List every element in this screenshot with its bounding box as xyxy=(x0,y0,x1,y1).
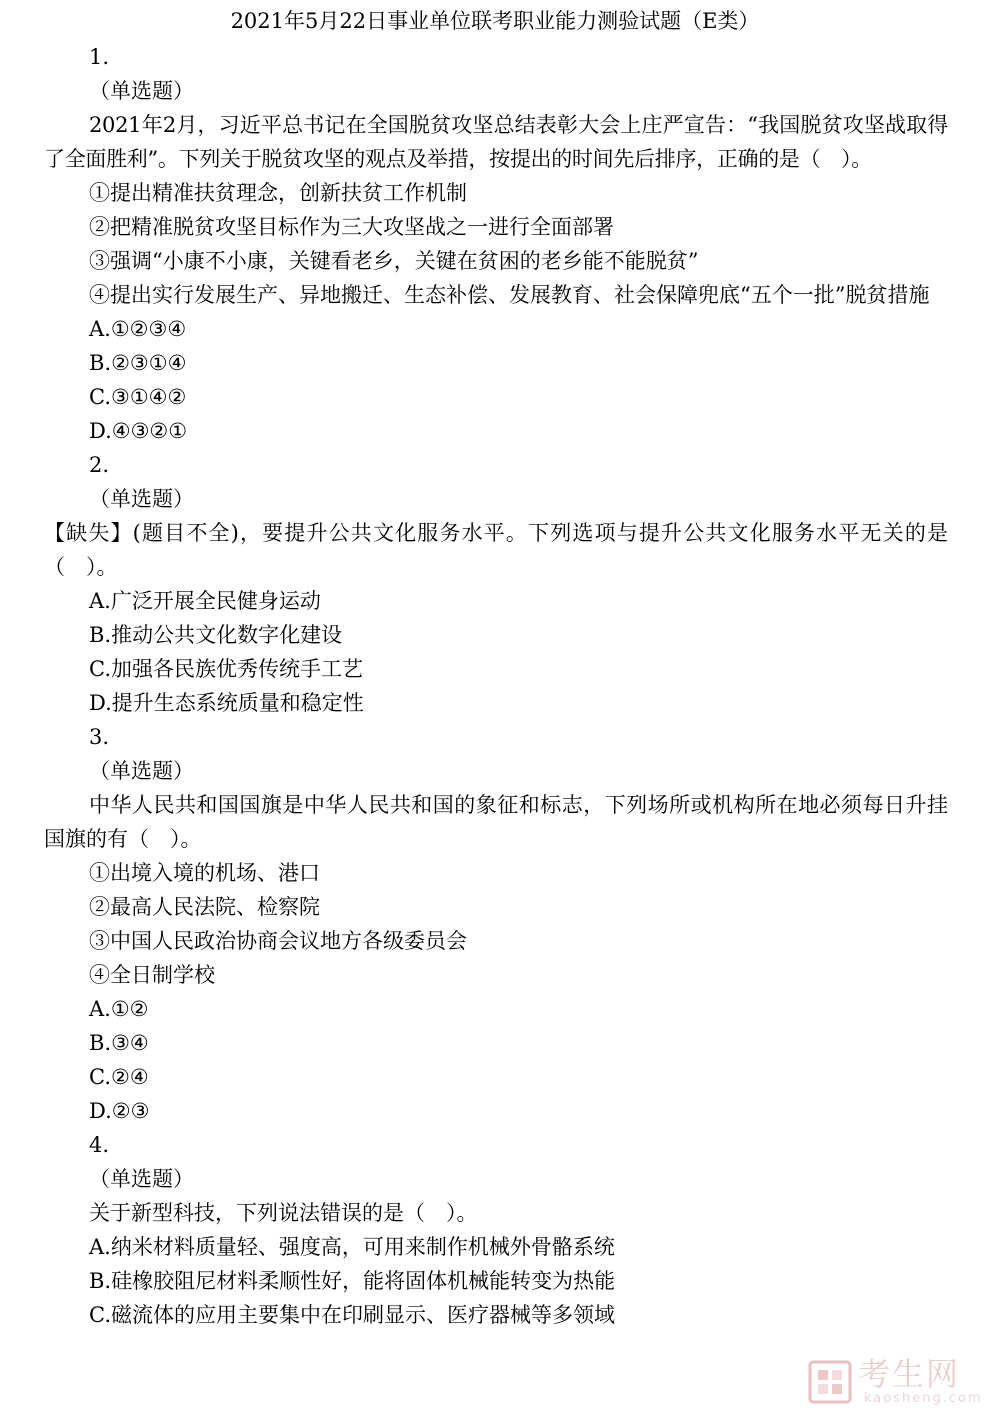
page-title: 2021年5月22日事业单位联考职业能力测验试题（E类） xyxy=(230,9,760,33)
option-a: A.纳米材料质量轻、强度高，可用来制作机械外骨骼系统 xyxy=(89,1235,615,1259)
option-c: C.加强各民族优秀传统手工艺 xyxy=(89,657,363,681)
question-4 xyxy=(44,1128,948,1332)
option-b: B.推动公共文化数字化建设 xyxy=(89,623,343,647)
option-d: D.提升生态系统质量和稳定性 xyxy=(89,691,364,715)
option-b: B.②③①④ xyxy=(89,351,187,375)
question-type: （单选题） xyxy=(89,1167,194,1191)
question-type: （单选题） xyxy=(89,759,194,783)
option-a: A.①②③④ xyxy=(89,317,187,341)
option-b: B.硅橡胶阻尼材料柔顺性好，能将固体机械能转变为热能 xyxy=(89,1269,616,1293)
option-a: A.广泛开展全民健身运动 xyxy=(89,589,321,613)
statement-item: ④全日制学校 xyxy=(89,963,215,987)
question-stem: 2021年2月，习近平总书记在全国脱贫攻坚总结表彰大会上庄严宣告：“我国脱贫攻坚战取得了全面胜利”。下列关于脱贫攻坚的观点及举措，按提出的时间先后排序，正确的是（ ）。 xyxy=(44,113,948,171)
question-stem: 中华人民共和国国旗是中华人民共和国的象征和标志，下列场所或机构所在地必须每日升挂国旗的有（ ）。 xyxy=(44,793,948,851)
statement-item: ②最高人民法院、检察院 xyxy=(89,895,320,919)
question-stem: 【缺失】(题目不全)，要提升公共文化服务水平。下列选项与提升公共文化服务水平无关的是（ ）。 xyxy=(44,521,948,579)
watermark xyxy=(808,1355,983,1408)
question-number: 4. xyxy=(89,1133,110,1157)
option-d: D.④③②① xyxy=(89,419,188,443)
kaosheng-logo-icon xyxy=(808,1360,852,1404)
question-number: 2. xyxy=(89,453,110,477)
statement-item: ②把精准脱贫攻坚目标作为三大攻坚战之一进行全面部署 xyxy=(89,215,614,239)
option-a: A.①② xyxy=(89,997,149,1021)
statement-item: ④提出实行发展生产、异地搬迁、生态补偿、发展教育、社会保障兜底“五个一批”脱贫措施 xyxy=(89,283,930,307)
question-list xyxy=(44,40,948,1332)
question-type: （单选题） xyxy=(89,487,194,511)
statement-item: ①出境入境的机场、港口 xyxy=(89,861,320,885)
statement-item: ①提出精准扶贫理念，创新扶贫工作机制 xyxy=(89,181,467,205)
question-number: 3. xyxy=(89,725,110,749)
option-c: C.磁流体的应用主要集中在印刷显示、医疗器械等多领域 xyxy=(89,1303,615,1327)
statement-item: ③中国人民政治协商会议地方各级委员会 xyxy=(89,929,467,953)
option-b: B.③④ xyxy=(89,1031,149,1055)
question-number: 1. xyxy=(89,45,110,69)
option-d: D.②③ xyxy=(89,1099,150,1123)
question-type: （单选题） xyxy=(89,79,194,103)
option-c: C.②④ xyxy=(89,1065,149,1089)
watermark-domain: kaosheng.com xyxy=(864,1391,983,1406)
question-3 xyxy=(44,720,948,1128)
question-1 xyxy=(44,40,948,448)
watermark-brand: 考生网 xyxy=(858,1355,961,1393)
option-c: C.③①④② xyxy=(89,385,187,409)
question-stem: 关于新型科技，下列说法错误的是（ ）。 xyxy=(89,1201,478,1225)
statement-item: ③强调“小康不小康，关键看老乡，关键在贫困的老乡能不能脱贫” xyxy=(89,249,699,273)
question-2 xyxy=(44,448,948,720)
